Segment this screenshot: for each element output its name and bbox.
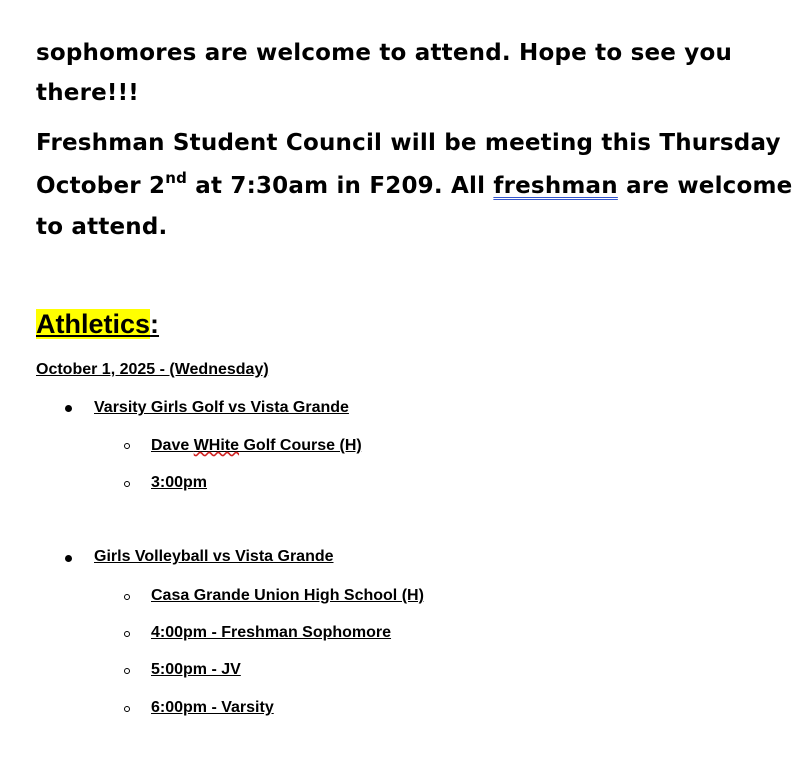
event-detail: Casa Grande Union High School (H) [151,587,424,604]
sub-bullet-icon [124,706,130,712]
intro-line-4-start: October 2 [36,173,166,199]
intro-line-4-middle: at 7:30am in F209. All [187,173,494,199]
intro-line-1: sophomores are welcome to attend. Hope to see you [36,40,733,66]
sub-bullet-icon [124,594,130,600]
bullet-icon [65,405,72,412]
event-title: Varsity Girls Golf vs Vista Grande [94,399,349,416]
intro-line-3: Freshman Student Council will be meeting this Thursday [36,130,781,156]
sub-bullet-icon [124,443,130,449]
event-detail: 4:00pm - Freshman Sophomore [151,624,392,641]
event-title: Girls Volleyball vs Vista Grande [94,548,334,565]
event-detail [151,437,362,455]
sub-bullet-icon [124,631,130,637]
athletics-heading [36,309,159,340]
spelling-flagged-word[interactable]: WHite [193,437,240,454]
event-date: October 1, 2025 - (Wednesday) [36,361,269,378]
event-detail: 3:00pm [151,474,208,491]
intro-line-5: to attend. [36,214,168,240]
event-detail-end: Golf Course (H) [239,437,362,454]
bullet-icon [65,555,72,562]
ordinal-suffix: nd [165,169,188,187]
event-detail-start: Dave [151,437,194,454]
sub-bullet-icon [124,481,130,487]
athletics-heading-text: Athletics [36,309,151,339]
event-detail: 6:00pm - Varsity [151,699,274,716]
event-detail: 5:00pm - JV [151,661,241,678]
intro-line-4 [36,169,793,199]
intro-line-4-end: are welcome [617,173,793,199]
intro-line-2: there!!! [36,80,139,106]
sub-bullet-icon [124,668,130,674]
athletics-heading-colon: : [150,309,160,339]
grammar-flagged-word[interactable]: freshman [493,173,618,199]
